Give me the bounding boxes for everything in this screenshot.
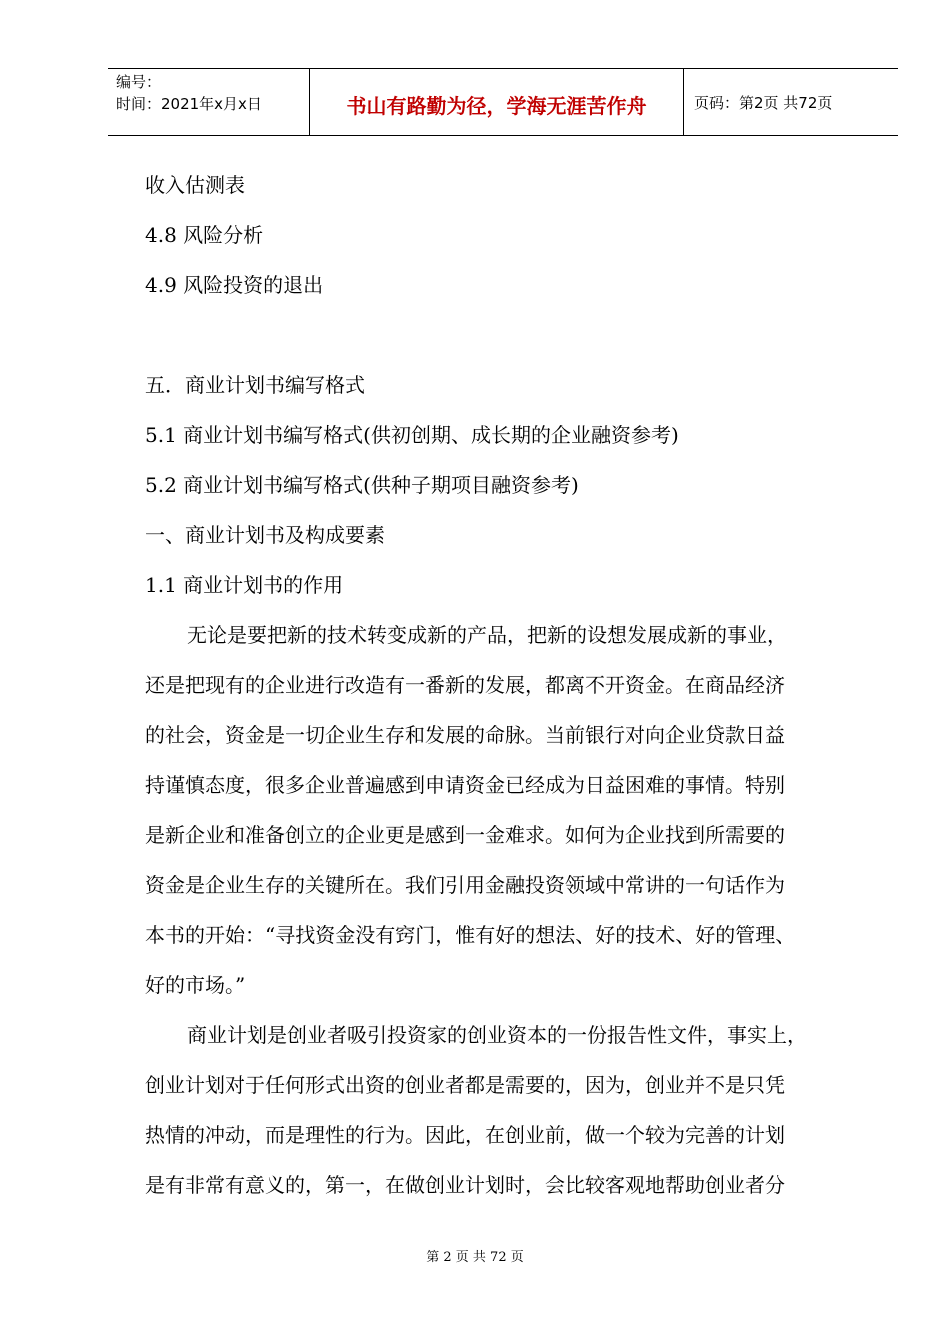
paragraph-line: 本书的开始：“寻找资金没有窍门，惟有好的想法、好的技术、好的管理、	[145, 923, 796, 947]
paragraph-line: 商业计划是创业者吸引投资家的创业资本的一份报告性文件，事实上，	[187, 1023, 807, 1047]
header-page-cell	[684, 69, 898, 135]
paragraph-line: 创业计划对于任何形式出资的创业者都是需要的，因为，创业并不是只凭	[145, 1073, 785, 1097]
section-heading: 五．商业计划书编写格式	[145, 373, 365, 397]
blank-line	[145, 310, 865, 360]
document-body	[145, 160, 865, 1210]
section-heading: 5.1 商业计划书编写格式(供初创期、成长期的企业融资参考)	[145, 423, 679, 447]
section-heading: 5.2 商业计划书编写格式(供种子期项目融资参考)	[145, 473, 579, 497]
paragraph-line: 的社会，资金是一切企业生存和发展的命脉。当前银行对向企业贷款日益	[145, 723, 785, 747]
paragraph-line: 热情的冲动，而是理性的行为。因此，在创业前，做一个较为完善的计划	[145, 1123, 785, 1147]
paragraph-line: 持谨慎态度，很多企业普遍感到申请资金已经成为日益困难的事情。特别	[145, 773, 785, 797]
header-motto-cell	[310, 69, 684, 135]
paragraph-1	[145, 610, 865, 1010]
paragraph-line: 好的市场。”	[145, 973, 246, 997]
footer-page-number: 第 2 页 共 72 页	[426, 1250, 524, 1265]
paragraph-line: 是有非常有意义的，第一，在做创业计划时，会比较客观地帮助创业者分	[145, 1173, 785, 1197]
toc-line: 4.8 风险分析	[145, 223, 264, 247]
motto-text: 书山有路勤为径，学海无涯苦作舟	[346, 93, 647, 118]
toc-line: 收入估测表	[145, 173, 245, 197]
number-label: 编号：	[116, 73, 162, 91]
header-meta-cell	[108, 69, 310, 135]
date-label: 时间：2021年x月x日	[116, 95, 262, 113]
paragraph-line: 无论是要把新的技术转变成新的产品，把新的设想发展成新的事业，	[187, 623, 787, 647]
paragraph-line: 资金是企业生存的关键所在。我们引用金融投资领域中常讲的一句话作为	[145, 873, 785, 897]
section-heading: 一、商业计划书及构成要素	[145, 523, 385, 547]
toc-line: 4.9 风险投资的退出	[145, 273, 324, 297]
page-footer	[0, 1246, 950, 1265]
paragraph-line: 是新企业和准备创立的企业更是感到一金难求。如何为企业找到所需要的	[145, 823, 785, 847]
page-header	[108, 68, 898, 136]
paragraph-line: 还是把现有的企业进行改造有一番新的发展，都离不开资金。在商品经济	[145, 673, 785, 697]
paragraph-2	[145, 1010, 865, 1210]
section-heading: 1.1 商业计划书的作用	[145, 573, 344, 597]
header-page-label: 页码：第2页 共72页	[694, 93, 833, 112]
